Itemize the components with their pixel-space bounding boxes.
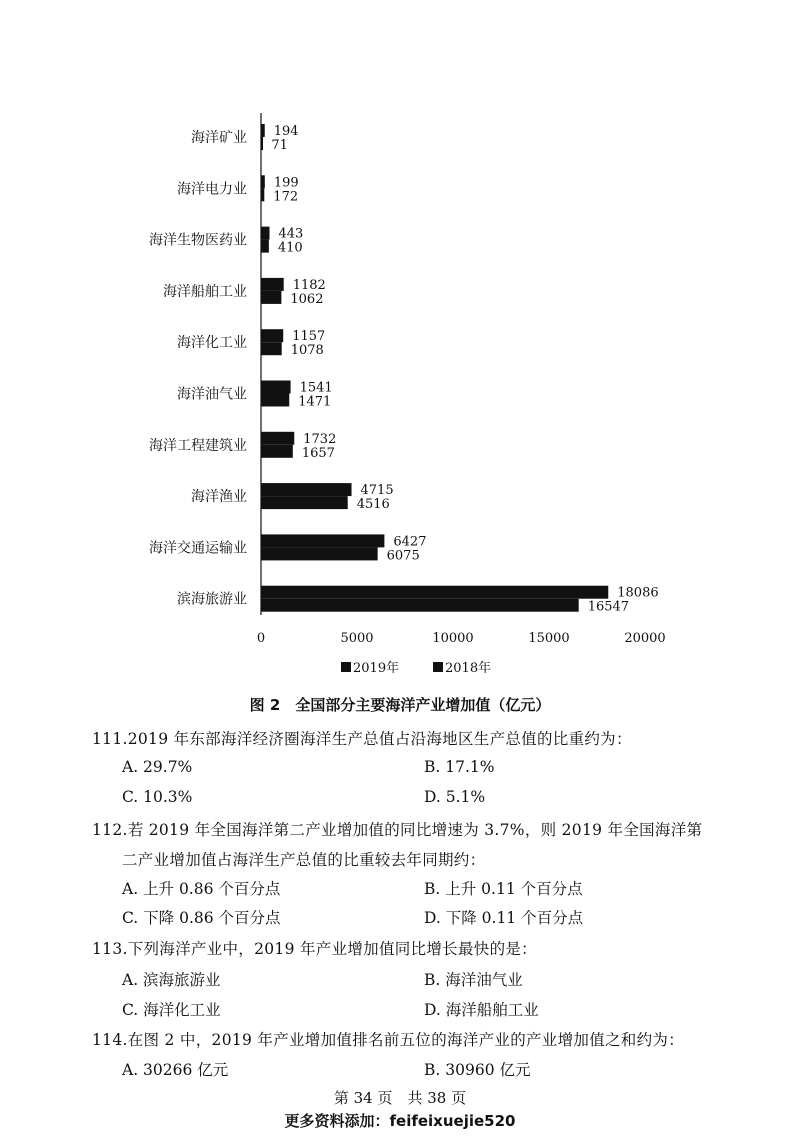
category-label: 海洋船舶工业 [163, 283, 247, 300]
value-label-2019: 1732 [303, 431, 337, 447]
bar-2018 [261, 445, 293, 458]
question-113-option-b: B. 海洋油气业 [424, 971, 523, 989]
value-label-2018: 172 [273, 189, 299, 205]
value-label-2019: 6427 [393, 534, 427, 550]
bar-2019 [261, 227, 270, 240]
bar-2019 [261, 534, 384, 547]
x-tick-label: 10000 [432, 631, 474, 646]
question-112-stem-line2: 二产业增加值占海洋生产总值的比重较去年同期约： [122, 851, 486, 869]
bar-2018 [261, 240, 269, 253]
question-111-stem: 111.2019 年东部海洋经济圈海洋生产总值占沿海地区生产总值的比重约为： [92, 730, 632, 748]
category-label: 海洋渔业 [191, 489, 247, 506]
footer-note: 更多资料添加：feifeixuejie520 [284, 1112, 516, 1130]
value-label-2019: 1182 [292, 277, 326, 293]
category-label: 海洋矿业 [191, 130, 247, 146]
question-112-option-c: C. 下降 0.86 个百分点 [122, 909, 281, 927]
question-113-stem: 113.下列海洋产业中，2019 年产业增加值同比增长最快的是： [92, 940, 537, 958]
value-label-2018: 410 [277, 240, 303, 256]
value-label-2019: 1541 [299, 380, 333, 396]
category-label: 海洋电力业 [177, 181, 247, 198]
bar-2019 [261, 329, 283, 342]
value-label-2019: 18086 [617, 585, 659, 601]
bar-2019 [261, 381, 291, 394]
value-label-2018: 71 [271, 138, 288, 153]
question-113-option-d: D. 海洋船舶工业 [424, 1001, 539, 1019]
value-label-2019: 1157 [292, 329, 326, 345]
x-tick-label: 0 [256, 631, 266, 646]
question-111-option-d: D. 5.1% [424, 788, 486, 806]
bar-2019 [261, 432, 294, 445]
question-114-option-b: B. 30960 亿元 [424, 1061, 531, 1079]
question-112-option-b: B. 上升 0.11 个百分点 [424, 880, 583, 898]
legend-label: 2019年 [353, 661, 400, 676]
x-tick-label: 20000 [624, 631, 666, 646]
bar-2018 [261, 547, 378, 560]
bar-2019 [261, 586, 608, 599]
value-label-2018: 1078 [290, 343, 324, 359]
question-112-stem-line1: 112.若 2019 年全国海洋第二产业增加值的同比增速为 3.7%，则 2019 年全国海洋第 [92, 821, 703, 839]
legend-swatch [433, 662, 443, 672]
value-label-2018: 1657 [301, 445, 335, 461]
bar-chart [0, 95, 800, 695]
value-label-2018: 16547 [587, 599, 630, 615]
category-label: 海洋化工业 [177, 335, 247, 352]
value-label-2019: 4715 [360, 483, 394, 499]
category-label: 海洋油气业 [177, 386, 247, 403]
question-111-option-a: A. 29.7% [122, 758, 193, 776]
question-112-option-a: A. 上升 0.86 个百分点 [122, 880, 281, 898]
value-label-2019: 194 [273, 124, 299, 139]
x-tick-label: 5000 [340, 631, 374, 646]
question-114-stem: 114.在图 2 中，2019 年产业增加值排名前五位的海洋产业的产业增加值之和约为： [92, 1031, 685, 1049]
question-111-option-b: B. 17.1% [424, 758, 495, 776]
value-label-2019: 443 [278, 226, 304, 242]
question-112-option-d: D. 下降 0.11 个百分点 [424, 909, 584, 927]
legend-label: 2018年 [445, 661, 492, 676]
bar-2018 [261, 394, 289, 407]
x-tick-label: 15000 [528, 631, 570, 646]
question-113-option-c: C. 海洋化工业 [122, 1001, 221, 1019]
bar-2018 [261, 496, 348, 509]
value-label-2018: 1471 [298, 394, 332, 410]
question-114-option-a: A. 30266 亿元 [122, 1061, 229, 1079]
category-label: 海洋交通运输业 [149, 540, 247, 557]
figure-caption: 图 2 全国部分主要海洋产业增加值（亿元） [249, 696, 551, 714]
question-111-option-c: C. 10.3% [122, 788, 193, 806]
value-label-2019: 199 [273, 175, 299, 191]
bar-2018 [261, 291, 281, 304]
bar-2018 [261, 599, 579, 612]
bar-2018 [261, 342, 282, 355]
question-113-option-a: A. 滨海旅游业 [122, 971, 221, 989]
value-label-2018: 4516 [356, 497, 390, 513]
value-label-2018: 6075 [386, 548, 420, 564]
page-number: 第 34 页 共 38 页 [333, 1089, 467, 1107]
value-label-2018: 1062 [290, 291, 324, 307]
bar-2019 [261, 483, 352, 496]
category-label: 海洋工程建筑业 [149, 437, 247, 454]
legend-swatch [341, 662, 351, 672]
bar-2019 [261, 278, 284, 291]
category-label: 滨海旅游业 [177, 591, 247, 608]
category-label: 海洋生物医药业 [149, 232, 247, 249]
